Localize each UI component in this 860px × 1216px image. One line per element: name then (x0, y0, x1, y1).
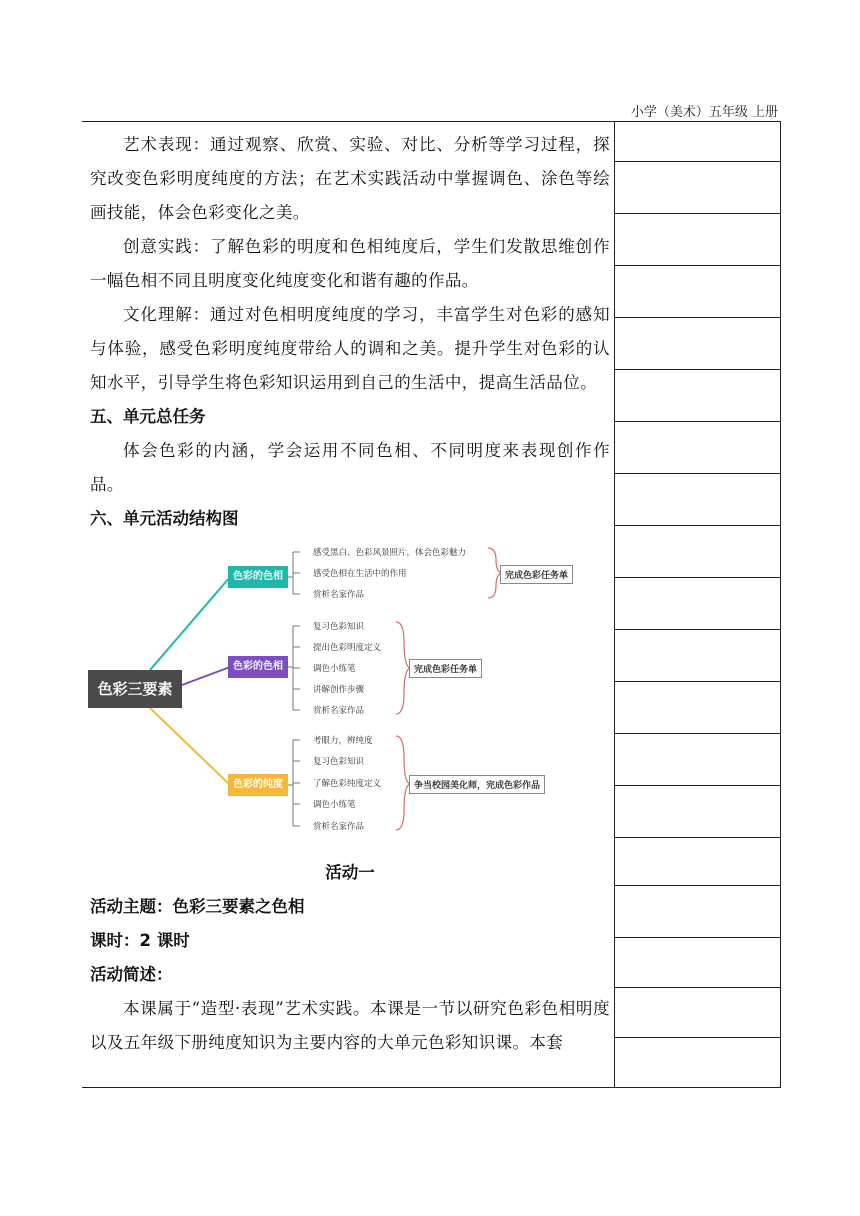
section5-text: 体会色彩的内涵，学会运用不同色相、不同明度来表现创作作品。 (90, 441, 610, 494)
notes-row-line (614, 987, 780, 988)
notes-row-line (614, 473, 780, 474)
diagram-leaf: 复习色彩知识 (313, 757, 365, 767)
notes-row-line (614, 837, 780, 838)
diagram-leaf: 感受黑白、色彩风景照片，体会色彩魅力 (313, 548, 467, 558)
activity-structure-diagram (88, 530, 569, 840)
diagram-branch-saturation: 色彩的纯度 (228, 774, 288, 796)
notes-row-line (614, 369, 780, 370)
diagram-leaf: 赏析名家作品 (313, 706, 365, 716)
notes-row-line (614, 317, 780, 318)
diagram-leaf: 提出色彩明度定义 (313, 643, 382, 653)
section6-heading: 六、单元活动结构图 (90, 509, 239, 528)
section5-heading: 五、单元总任务 (90, 407, 206, 426)
diagram-result: 争当校园美化师，完成色彩作品 (409, 775, 545, 794)
notes-row-line (614, 1037, 780, 1038)
diagram-leaf: 考眼力，辨纯度 (313, 736, 373, 746)
table-border-right (780, 121, 781, 1088)
diagram-leaf: 赏析名家作品 (313, 590, 365, 600)
paragraph-art-expression: 艺术表现：通过观察、欣赏、实验、对比、分析等学习过程，探究改变色彩明度纯度的方法；在艺术实践活动中掌握调色、涂色等绘画技能，体会色彩变化之美。 (90, 135, 610, 222)
notes-row-line (614, 629, 780, 630)
notes-row-line (614, 785, 780, 786)
activity-description: 本课属于“造型·表现”艺术实践。本课是一节以研究色彩色相明度以及五年级下册纯度知识为主要内容的大单元色彩知识课。本套 (90, 999, 610, 1052)
diagram-branch-hue: 色彩的色相 (228, 566, 288, 588)
activity-desc-heading: 活动简述： (90, 965, 173, 984)
diagram-leaf: 赏析名家作品 (313, 822, 365, 832)
activity-title: 活动一 (325, 863, 375, 882)
diagram-main-node: 色彩三要素 (88, 670, 182, 708)
activity-section (90, 856, 610, 1060)
header-divider (82, 121, 780, 122)
notes-row-line (614, 733, 780, 734)
notes-row-line (614, 885, 780, 886)
paragraph-creative-practice: 创意实践：了解色彩的明度和色相纯度后，学生们发散思维创作一幅色相不同且明度变化纯度变化和谐有趣的作品。 (90, 237, 610, 290)
diagram-branch-value: 色彩的色相 (228, 656, 288, 678)
paragraph-cultural-understanding: 文化理解：通过对色相明度纯度的学习，丰富学生对色彩的感知与体验，感受色彩明度纯度带给人的调和之美。提升学生对色彩的认知水平，引导学生将色彩知识运用到自己的生活中，提高生活品位。 (90, 305, 610, 392)
notes-row-line (614, 937, 780, 938)
activity-theme: 活动主题：色彩三要素之色相 (90, 897, 305, 916)
notes-row-line (614, 265, 780, 266)
activity-hours: 课时：2 课时 (90, 931, 190, 950)
notes-row-line (614, 213, 780, 214)
footer-divider (82, 1087, 780, 1088)
notes-row-line (614, 525, 780, 526)
diagram-leaf: 讲解创作步骤 (313, 685, 365, 695)
table-border-middle (614, 121, 615, 1088)
diagram-leaf: 调色小练笔 (313, 800, 356, 810)
diagram-leaf: 调色小练笔 (313, 664, 356, 674)
diagram-leaf: 复习色彩知识 (313, 622, 365, 632)
diagram-result: 完成色彩任务单 (500, 565, 573, 584)
diagram-result: 完成色彩任务单 (409, 659, 482, 678)
notes-row-line (614, 161, 780, 162)
main-content (90, 128, 610, 536)
diagram-leaf: 感受色相在生活中的作用 (313, 569, 407, 579)
header-title: 小学（美术）五年级 上册 (630, 105, 778, 120)
notes-row-line (614, 577, 780, 578)
diagram-leaf: 了解色彩纯度定义 (313, 779, 382, 789)
notes-row-line (614, 681, 780, 682)
notes-row-line (614, 421, 780, 422)
